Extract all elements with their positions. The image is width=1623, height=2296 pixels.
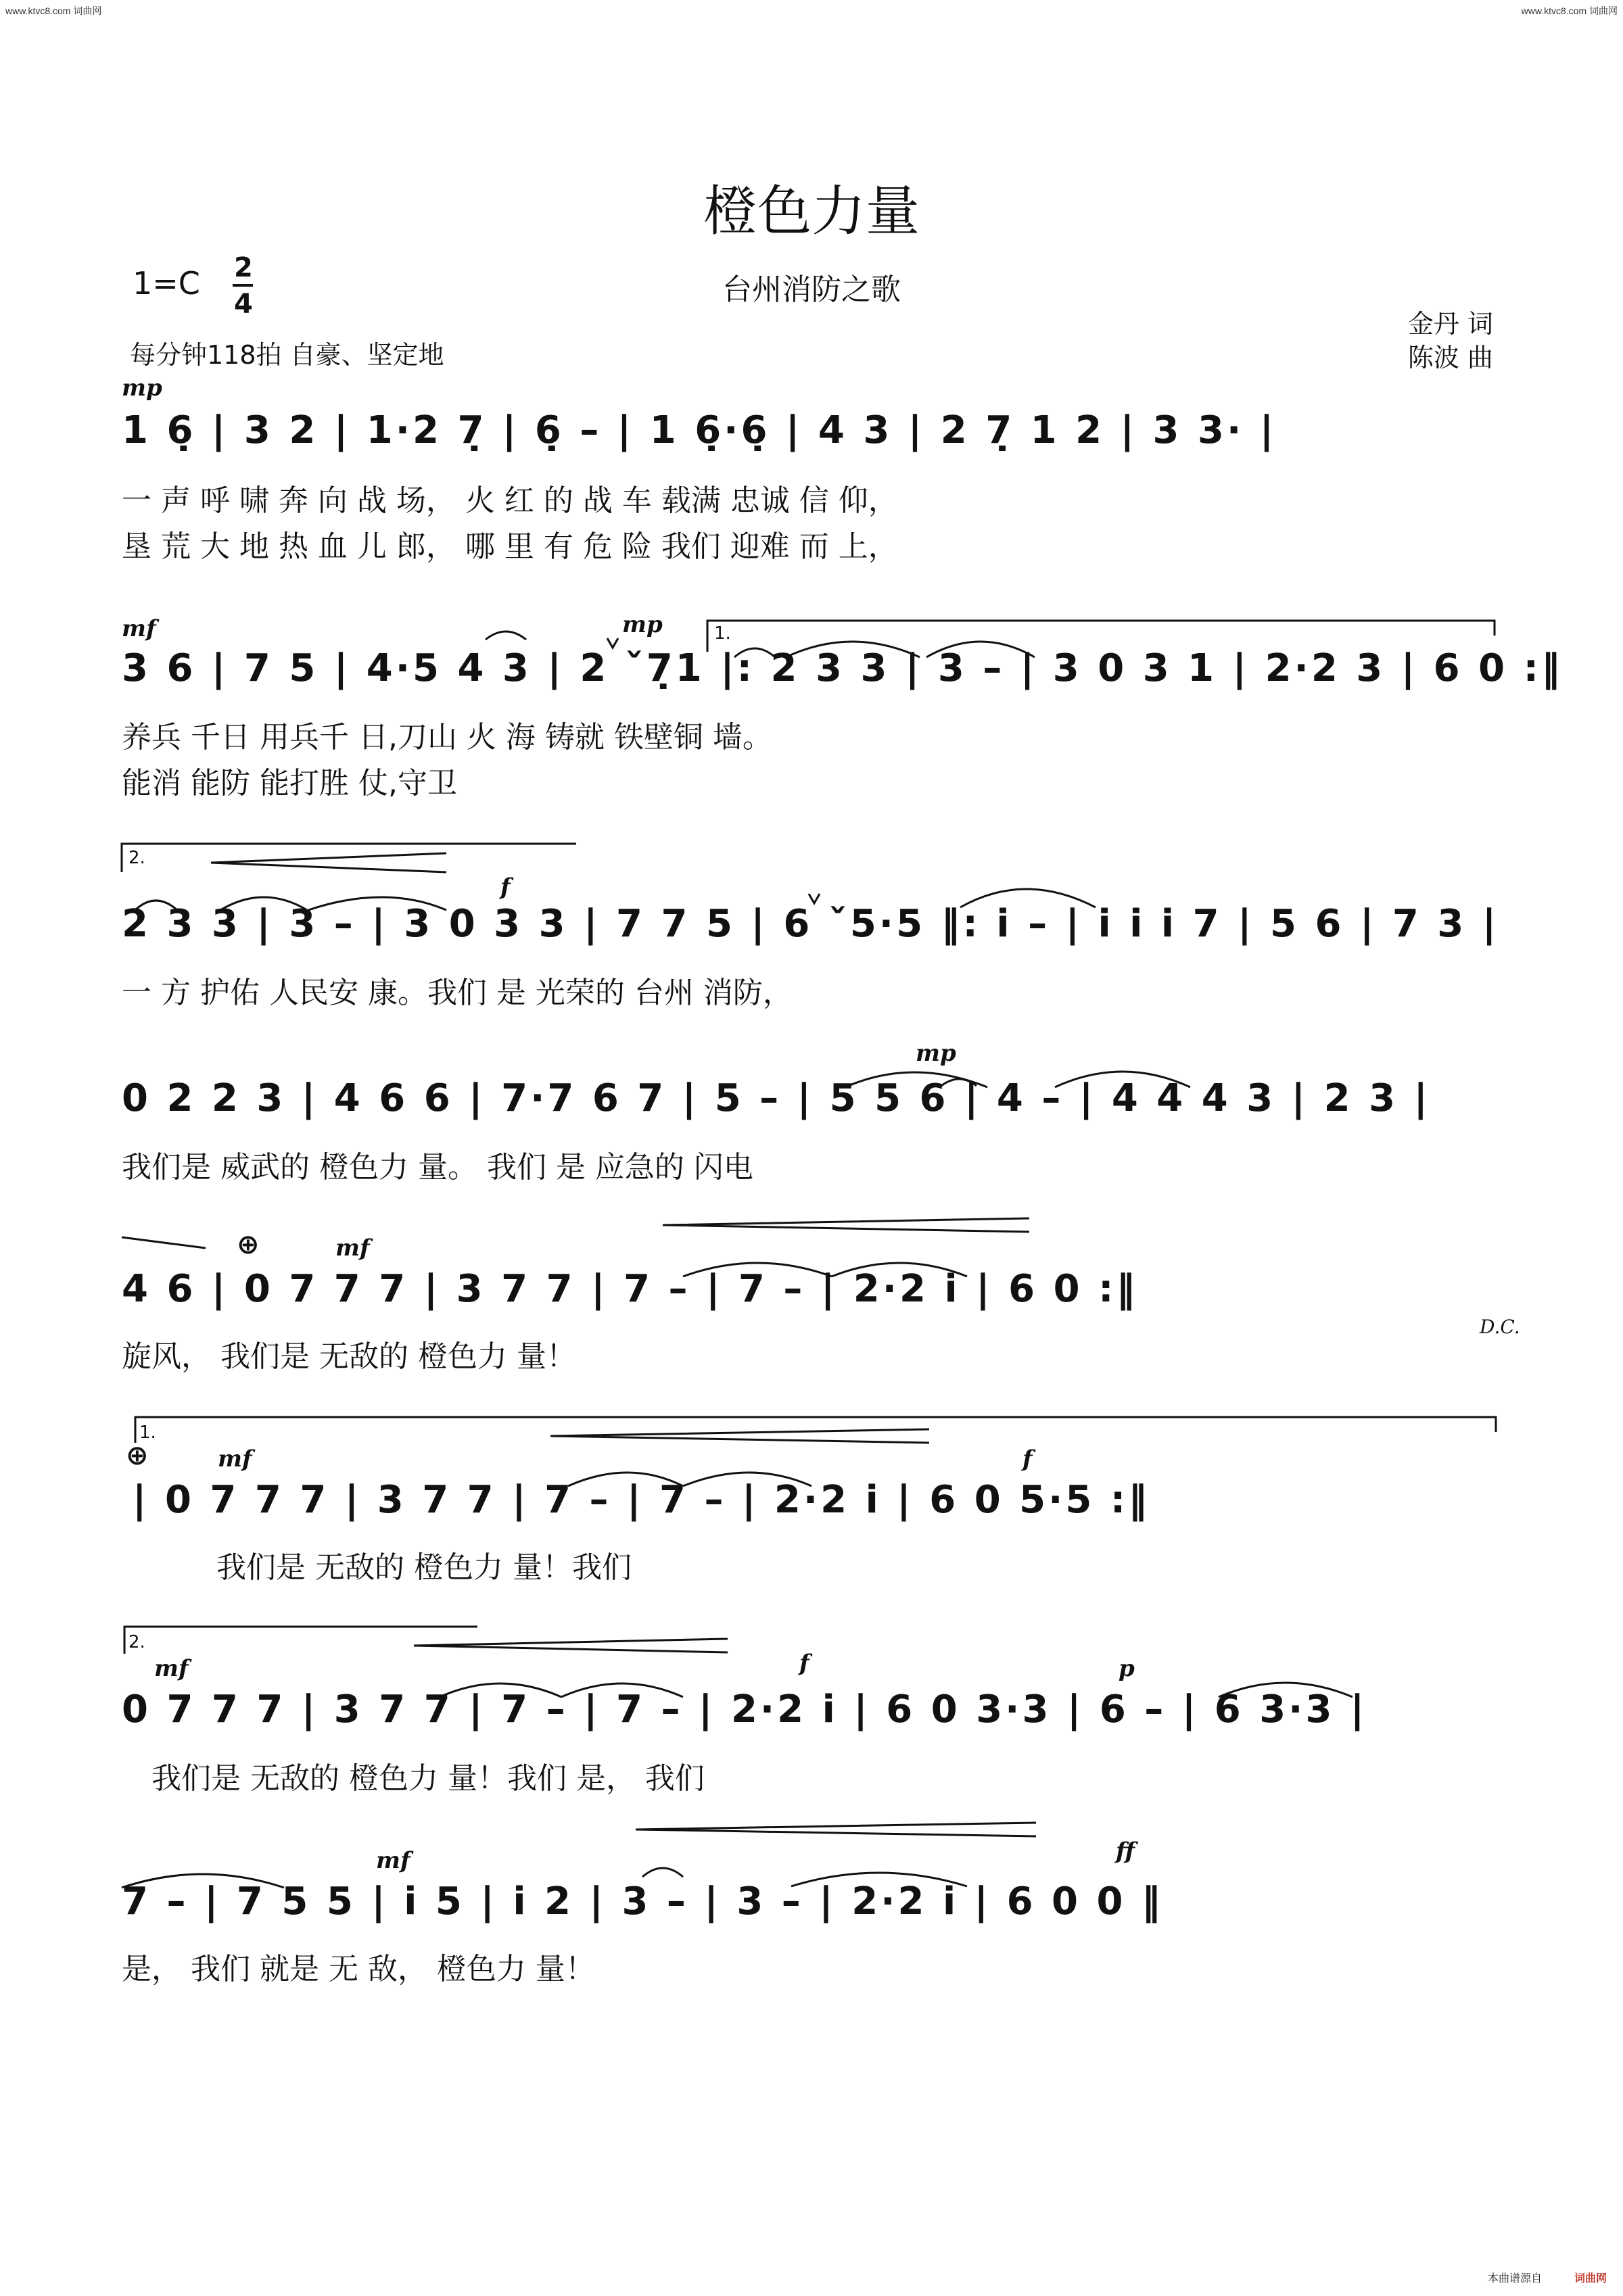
- footer-logo[interactable]: 词曲网: [1574, 2272, 1607, 2285]
- tempo-marking: 每分钟118拍 自豪、坚定地: [130, 340, 444, 370]
- notation-system-5: 4 6 | 0 7 7 7 | 3 7 7 | 7 – | 7 – | 2·2 i | 6 0 :‖: [122, 1267, 1138, 1311]
- lyric-line-4: 我们是 威武的 橙色力 量。 我们 是 应急的 闪电: [122, 1150, 753, 1185]
- slur: [561, 1683, 683, 1697]
- tie: [642, 1868, 683, 1877]
- dynamic-mark: mf: [335, 1235, 370, 1262]
- hairpin: [122, 1237, 206, 1248]
- lyric-line-8: 是， 我们 就是 无 敌， 橙色力 量！: [122, 1952, 595, 1986]
- notation-system-1: 1 6̣ | 3 2 | 1·2 7̣ | 6̣ – | 1 6̣·6̣ | 4 3 | 2 7̣ 1 2 | 3 3· |: [122, 408, 1277, 452]
- coda-sign-icon: ⊕: [237, 1229, 260, 1260]
- hairpin: [550, 1429, 929, 1443]
- dynamic-mark: f: [799, 1650, 809, 1677]
- lyric-line-6: 我们是 无敌的 橙色力 量！我们: [216, 1550, 632, 1585]
- hairpin: [636, 1823, 1036, 1836]
- slur: [1219, 1683, 1352, 1697]
- tie: [941, 1079, 977, 1086]
- breath-mark: [607, 638, 618, 648]
- volta-ending-label: 1.: [714, 623, 731, 644]
- slur: [308, 897, 446, 910]
- song-title: 橙色力量: [703, 180, 920, 243]
- song-subtitle: 台州消防之歌: [722, 272, 901, 307]
- dynamic-mark: mp: [916, 1040, 956, 1067]
- slur: [220, 897, 307, 910]
- da-capo-mark: D.C.: [1480, 1316, 1520, 1338]
- volta-ending-label: 2.: [128, 1632, 145, 1652]
- slur: [791, 1873, 967, 1886]
- dynamic-mark: mf: [122, 615, 156, 642]
- tie: [734, 648, 775, 657]
- slur: [960, 889, 1096, 907]
- slur: [1055, 1072, 1190, 1087]
- tie: [486, 631, 526, 640]
- lyric-line-2-verse-2: 能消 能防 能打胜 仗,守卫: [122, 766, 457, 800]
- dynamic-mark: mp: [622, 611, 663, 638]
- dynamic-mark: p: [1119, 1655, 1135, 1682]
- slur: [440, 1683, 561, 1697]
- lyric-line-1-verse-2: 垦 荒 大 地 热 血 儿 郎， 哪 里 有 危 险 我们 迎难 而 上，: [122, 529, 898, 564]
- slur: [568, 1473, 683, 1486]
- notation-system-6: | 0 7 7 7 | 3 7 7 | 7 – | 7 – | 2·2 i | 6 0 5·5 :‖: [133, 1478, 1150, 1522]
- time-signature-bottom: 4: [234, 289, 253, 320]
- key-signature: 1=C: [133, 265, 200, 302]
- dynamic-mark: mf: [154, 1655, 189, 1682]
- slur: [683, 1473, 812, 1486]
- tie: [135, 901, 177, 910]
- notation-system-2: 3 6 | 7 5 | 4·5 4 3 | 2 ˇ7̣1 |: 2 3 3 | 3 – | 3 0 3 1 | 2·2 3 | 6 0 :‖: [122, 646, 1563, 690]
- breath-mark: [809, 894, 820, 903]
- volta-bracket-2: [124, 1627, 477, 1654]
- lyric-line-1-verse-1: 一 声 呼 啸 奔 向 战 场， 火 红 的 战 车 载满 忠诚 信 仰，: [122, 483, 898, 518]
- hairpin: [414, 1639, 728, 1652]
- notation-system-8: 7 – | 7 5 5 | i 5 | i 2 | 3 – | 3 – | 2·2 i | 6 0 0 ‖: [122, 1880, 1163, 1923]
- dynamic-mark: mf: [376, 1847, 410, 1874]
- lyric-line-3: 一 方 护佑 人民安 康。我们 是 光荣的 台州 消防，: [122, 976, 793, 1010]
- header-site-left[interactable]: www.ktvc8.com 词曲网: [5, 5, 102, 16]
- volta-ending-label: 2.: [128, 848, 145, 868]
- volta-bracket-1: [135, 1417, 1496, 1443]
- slur: [786, 642, 920, 657]
- volta-bracket-1: [707, 621, 1495, 652]
- coda-sign-icon: ⊕: [126, 1440, 149, 1471]
- dynamic-mark: mf: [218, 1445, 252, 1473]
- lyric-line-2-verse-1: 养兵 千日 用兵千 日,刀山 火 海 铸就 铁壁铜 墙。: [122, 720, 772, 755]
- composer-credit: 陈波 曲: [1407, 343, 1493, 373]
- time-signature-top: 2: [234, 252, 253, 283]
- volta-ending-label: 1.: [139, 1422, 156, 1443]
- slur: [122, 1874, 284, 1888]
- dynamic-mark: f: [500, 874, 511, 901]
- header-site-right[interactable]: www.ktvc8.com 词曲网: [1521, 5, 1618, 16]
- dynamic-mark: ff: [1116, 1838, 1135, 1865]
- lyricist-credit: 金丹 词: [1407, 309, 1493, 339]
- footer-source-text: 本曲谱源自: [1487, 2272, 1542, 2285]
- slur: [926, 642, 1035, 657]
- slur: [832, 1263, 967, 1276]
- lyric-line-5: 旋风， 我们是 无敌的 橙色力 量！: [122, 1339, 576, 1374]
- dynamic-mark: mp: [122, 375, 162, 402]
- dynamic-mark: f: [1022, 1445, 1033, 1473]
- slur: [683, 1263, 832, 1276]
- lyric-line-7: 我们是 无敌的 橙色力 量！我们 是， 我们: [151, 1761, 705, 1796]
- hairpin: [663, 1218, 1029, 1232]
- notation-system-7: 0 7 7 7 | 3 7 7 | 7 – | 7 – | 2·2 i | 6 0 3·3 | 6 – | 6 3·3 |: [122, 1688, 1367, 1731]
- notation-system-4: 0 2 2 3 | 4 6 6 | 7·7 6 7 | 5 – | 5 5 6 | 4 – | 4 4 4 3 | 2 3 |: [122, 1076, 1431, 1120]
- notation-system-3: 2 3 3 | 3 – | 3 0 3 3 | 7 7 5 | 6 ˇ5·5 ‖: i – | i i i 7 | 5 6 | 7 3 |: [122, 902, 1499, 946]
- hairpin: [211, 853, 446, 872]
